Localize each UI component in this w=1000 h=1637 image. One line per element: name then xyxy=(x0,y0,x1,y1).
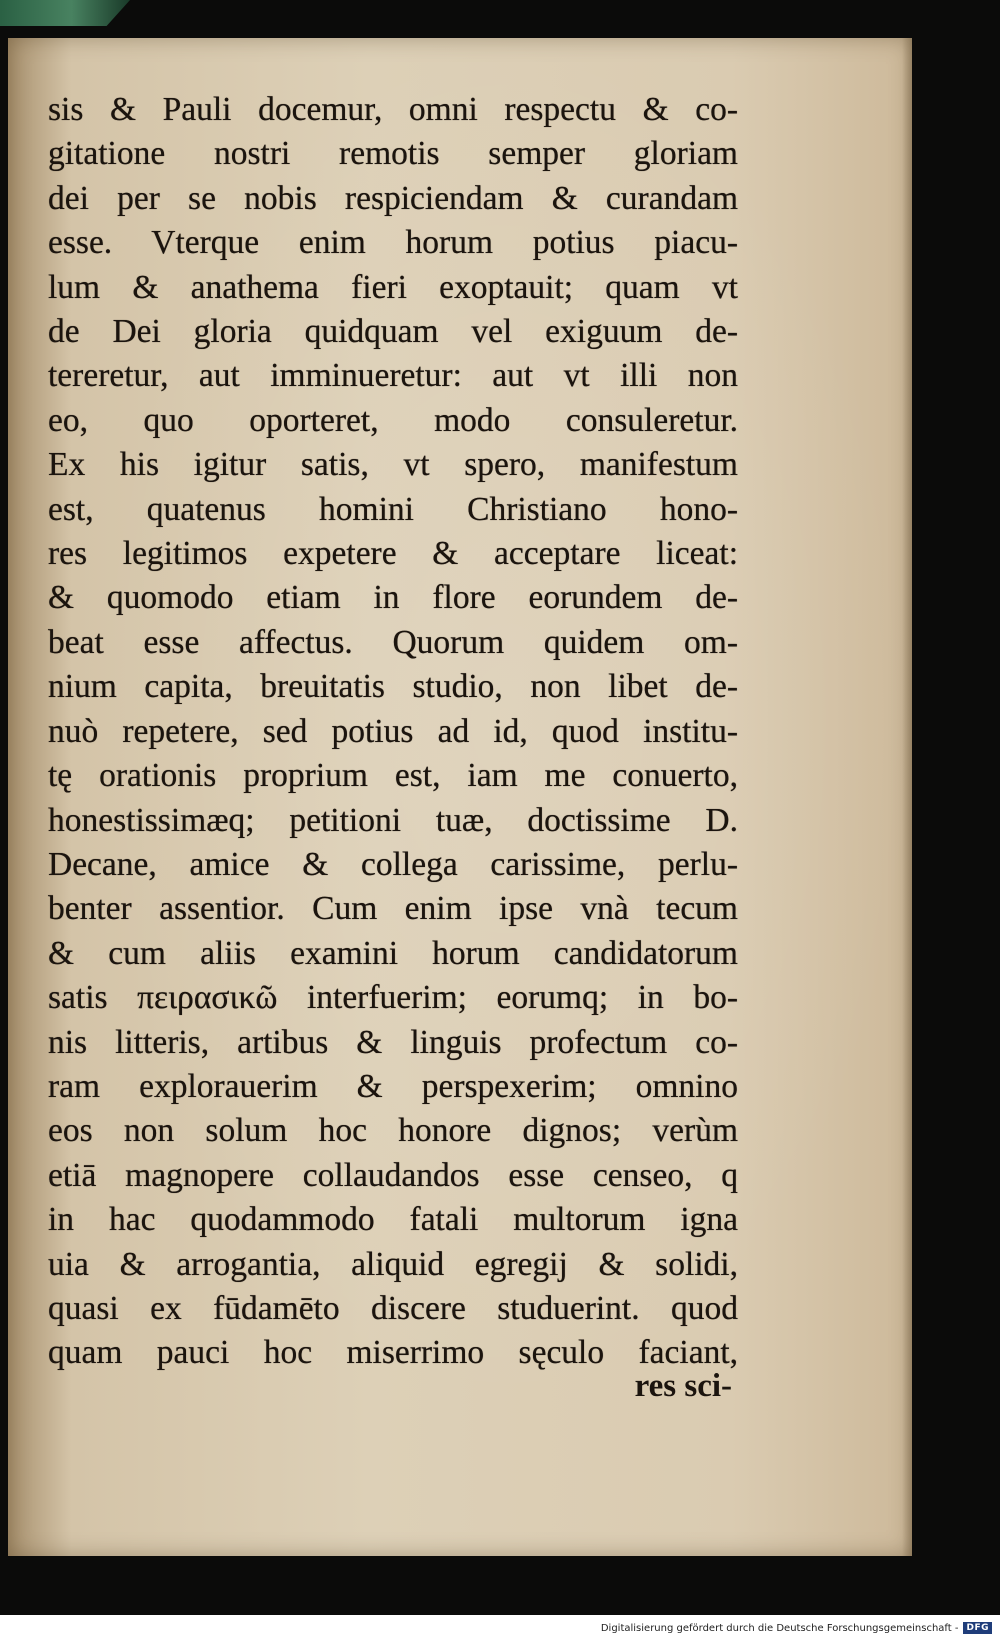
text-line: Decane, amice & collega carissime, perlu- xyxy=(48,845,738,883)
dfg-logo-icon: DFG xyxy=(963,1622,992,1634)
page-text xyxy=(48,88,738,1376)
text-line: lum & anathema fieri exoptauit; quam vt xyxy=(48,268,738,306)
text-line: uia & arrogantia, aliquid egregij & solidi, xyxy=(48,1245,738,1283)
text-line: ram explorauerim & perspexerim; omnino xyxy=(48,1067,738,1105)
text-line: satis πειρασικῶ interfuerim; eorumq; in bo- xyxy=(48,979,738,1017)
footer-strip xyxy=(0,1615,1000,1637)
catchword: res sci- xyxy=(634,1368,732,1404)
text-line: quam pauci hoc miserrimo sęculo faciant, xyxy=(48,1334,738,1372)
text-line: sis & Pauli docemur, omni respectu & co- xyxy=(48,91,738,128)
text-line: gitatione nostri remotis semper gloriam xyxy=(48,135,738,173)
text-line: etiā magnopere collaudandos esse censeo, q xyxy=(48,1156,738,1194)
bookmark-ribbon xyxy=(0,0,130,26)
funding-credit-text: Digitalisierung gefördert durch die Deutsche Forschungsgemeinschaft - xyxy=(600,1622,959,1634)
text-line: tereretur, aut imminueretur: aut vt illi non xyxy=(48,357,738,395)
text-line: nis litteris, artibus & linguis profectum co- xyxy=(48,1023,738,1061)
book-page xyxy=(8,38,912,1556)
text-line: dei per se nobis respiciendam & curandam xyxy=(48,179,738,217)
text-line: beat esse affectus. Quorum quidem om- xyxy=(48,623,738,661)
text-line: est, quatenus homini Christiano hono- xyxy=(48,490,738,528)
text-line: in hac quodammodo fatali multorum igna xyxy=(48,1201,738,1239)
text-line: nium capita, breuitatis studio, non libet de- xyxy=(48,668,738,706)
text-line: eos non solum hoc honore dignos; verùm xyxy=(48,1112,738,1150)
text-line: de Dei gloria quidquam vel exiguum de- xyxy=(48,313,738,351)
text-line: nuò repetere, sed potius ad id, quod institu- xyxy=(48,712,738,750)
text-line: benter assentior. Cum enim ipse vnà tecum xyxy=(48,890,738,928)
text-line: res legitimos expetere & acceptare liceat: xyxy=(48,535,738,573)
text-line: eo, quo oporteret, modo consuleretur. xyxy=(48,401,738,439)
text-line: & cum aliis examini horum candidatorum xyxy=(48,934,738,972)
text-line: Ex his igitur satis, vt spero, manifestum xyxy=(48,446,738,484)
text-line: esse. Vterque enim horum potius piacu- xyxy=(48,224,738,262)
page-edge-shadow xyxy=(902,38,912,1556)
text-line: quasi ex fūdamēto discere studuerint. quod xyxy=(48,1289,738,1327)
funding-credit xyxy=(601,1622,992,1634)
text-line: tę orationis proprium est, iam me conuerto, xyxy=(48,757,738,795)
text-line: & quomodo etiam in flore eorundem de- xyxy=(48,579,738,617)
text-line: honestissimæq; petitioni tuæ, doctissime D. xyxy=(48,801,738,839)
